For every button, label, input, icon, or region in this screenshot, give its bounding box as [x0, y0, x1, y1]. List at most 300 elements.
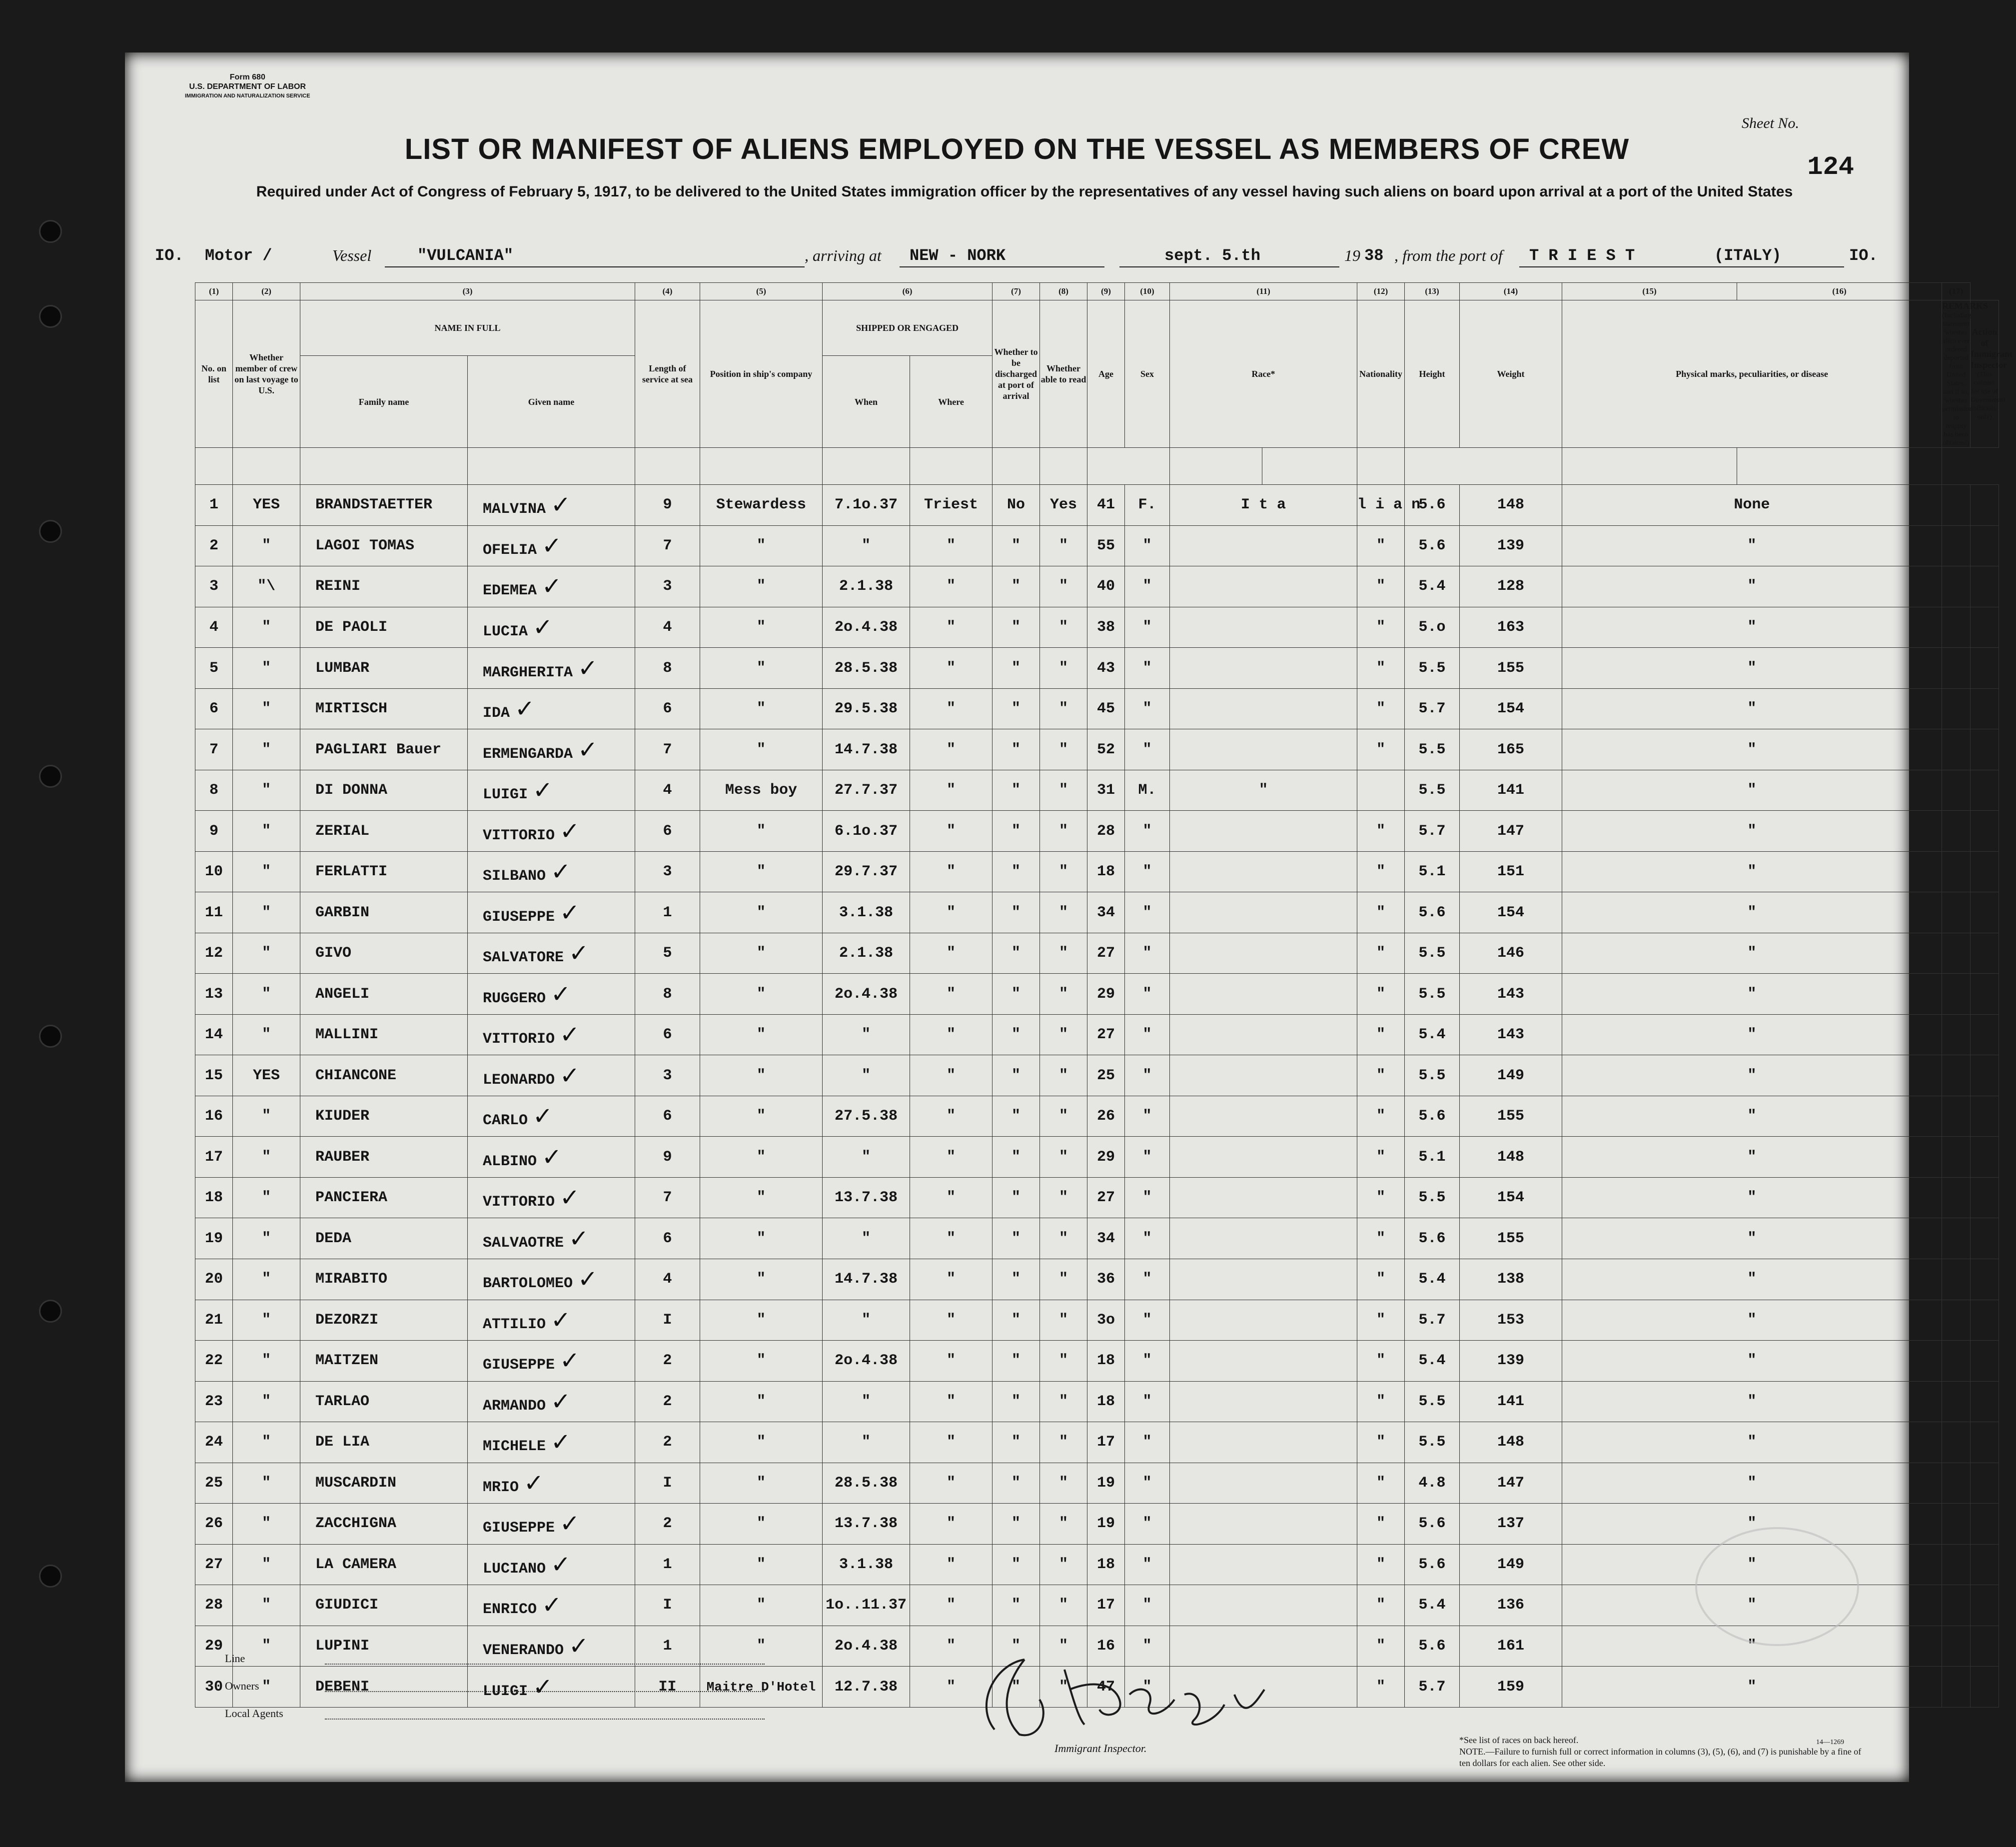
age-value: 19: [1097, 1515, 1115, 1533]
header-height: Height: [1405, 300, 1460, 448]
position-value: ": [757, 1515, 766, 1533]
when-value: 1o..11.37: [826, 1597, 907, 1614]
checkmark-icon: ✓: [560, 817, 580, 845]
service-value: 7: [663, 537, 672, 554]
cell-family: [300, 688, 468, 729]
marks-value: ": [1747, 1597, 1757, 1614]
cell-service: [635, 770, 700, 811]
where-value: ": [947, 1271, 956, 1288]
cell-race: [1170, 1014, 1357, 1055]
discharged-value: ": [1011, 1311, 1021, 1329]
cell-remarks: [1942, 1463, 1971, 1504]
cell-position: [700, 648, 823, 689]
cell-weight: [1460, 607, 1562, 648]
cell-height: [1405, 1504, 1460, 1545]
cell-action: [1971, 1585, 1999, 1626]
nationality-value: ": [1376, 1108, 1386, 1125]
sex-value: ": [1142, 1556, 1152, 1573]
cell-remarks: [1942, 1259, 1971, 1300]
cell-action: [1971, 1341, 1999, 1382]
form-number: Form 680: [229, 73, 265, 81]
last-value: ": [261, 863, 271, 881]
table-row: [195, 607, 1999, 648]
cell-when: [823, 892, 910, 933]
cell-nationality: [1357, 892, 1405, 933]
cell-given: [468, 607, 635, 648]
cell-family: [300, 770, 468, 811]
form-identifier: [185, 72, 310, 101]
nationality-value: ": [1376, 1148, 1386, 1166]
service-value: 6: [663, 1026, 672, 1044]
arrival-port: NEW - NORK: [910, 246, 1006, 265]
cell-age: [1087, 1504, 1125, 1545]
cell-position: [700, 485, 823, 526]
cell-position: [700, 892, 823, 933]
cell-when: [823, 1544, 910, 1585]
read-value: ": [1059, 1515, 1068, 1533]
cell-nationality: [1357, 1300, 1405, 1341]
cell-when: [823, 851, 910, 892]
last-value: ": [261, 782, 271, 799]
table-row: [195, 1218, 1999, 1259]
position-value: ": [757, 619, 766, 636]
when-value: ": [862, 1230, 871, 1247]
read-value: ": [1059, 904, 1068, 921]
cell-last: [233, 1381, 300, 1422]
cell-marks: [1562, 1014, 1942, 1055]
checkmark-icon: ✓: [560, 1510, 580, 1538]
header-age: Age: [1087, 300, 1125, 448]
cell-discharged: [993, 892, 1040, 933]
position-value: ": [757, 1108, 766, 1125]
cell-marks: [1562, 1096, 1942, 1137]
cell-when: [823, 811, 910, 852]
age-value: 3o: [1097, 1311, 1115, 1329]
cell-marks: [1562, 1341, 1942, 1382]
cell-where: [910, 1259, 993, 1300]
where-value: ": [947, 1597, 956, 1614]
family-value: DEDA: [315, 1230, 352, 1247]
cell-nationality: [1357, 933, 1405, 974]
height-value: 5.5: [1418, 985, 1446, 1003]
marks-value: ": [1747, 1271, 1757, 1288]
sex-value: ": [1142, 700, 1152, 718]
position-value: Mess boy: [725, 782, 798, 799]
given-value: LEONARDO: [483, 1071, 555, 1089]
last-value: ": [261, 1352, 271, 1370]
sex-value: ": [1142, 1597, 1152, 1614]
department: U.S. DEPARTMENT OF LABOR: [189, 82, 306, 91]
where-value: ": [947, 822, 956, 840]
position-value: ": [757, 1393, 766, 1410]
marks-value: ": [1747, 1556, 1757, 1573]
family-value: GIVO: [315, 945, 352, 962]
table-row: [195, 1014, 1999, 1055]
cell-read: [1040, 729, 1087, 770]
cell-action: [1971, 1463, 1999, 1504]
cell-weight: [1460, 892, 1562, 933]
cell-marks: [1562, 607, 1942, 648]
cell-remarks: [1942, 1585, 1971, 1626]
inspector-signature: [965, 1645, 1314, 1745]
last-value: ": [261, 1515, 271, 1533]
cell-action: [1971, 485, 1999, 526]
cell-family: [300, 811, 468, 852]
weight-value: 128: [1497, 578, 1525, 595]
marks-value: ": [1747, 985, 1757, 1003]
sex-value: ": [1142, 1393, 1152, 1410]
cell-race: [1170, 1137, 1357, 1178]
cell-sex: [1125, 1341, 1170, 1382]
arrival-year: 38: [1364, 246, 1384, 265]
cell-remarks: [1942, 1177, 1971, 1218]
marks-value: ": [1747, 1393, 1757, 1410]
checkmark-icon: ✓: [578, 1265, 598, 1294]
cell-given: [468, 892, 635, 933]
cell-race: [1170, 607, 1357, 648]
cell-position: [700, 1096, 823, 1137]
page-subtitle: Required under Act of Congress of February 5, 1917, to be delivered to the United States immigration officer by the representatives of any vessel having such aliens on board upon arrival at a port of the United States: [256, 183, 1793, 200]
cell-read: [1040, 770, 1087, 811]
cell-age: [1087, 1381, 1125, 1422]
table-row: [195, 1259, 1999, 1300]
nationality-value: ": [1376, 741, 1386, 758]
cell-remarks: [1942, 892, 1971, 933]
cell-where: [910, 933, 993, 974]
cell-last: [233, 1218, 300, 1259]
cell-position: [700, 525, 823, 566]
height-value: 5.7: [1418, 1678, 1446, 1696]
no-value: 23: [204, 1393, 223, 1410]
service-value: 5: [663, 945, 672, 962]
height-value: 5.4: [1418, 1597, 1446, 1614]
age-value: 34: [1097, 904, 1115, 921]
marks-value: ": [1747, 863, 1757, 881]
sex-value: ": [1142, 1148, 1152, 1166]
cell-read: [1040, 1381, 1087, 1422]
cell-discharged: [993, 851, 1040, 892]
cell-service: [635, 648, 700, 689]
cell-when: [823, 1177, 910, 1218]
marks-value: ": [1747, 1515, 1757, 1533]
cell-last: [233, 974, 300, 1015]
header-row-1: [195, 300, 1999, 356]
read-value: ": [1059, 1148, 1068, 1166]
last-value: ": [261, 945, 271, 962]
year-prefix: 19: [1344, 246, 1360, 264]
nationality-value: ": [1376, 1474, 1386, 1492]
cell-race: [1170, 892, 1357, 933]
cell-sex: [1125, 525, 1170, 566]
read-value: ": [1059, 659, 1068, 677]
cell-no: [195, 1218, 233, 1259]
cell-age: [1087, 1463, 1125, 1504]
discharged-value: ": [1011, 1230, 1021, 1247]
cell-nationality: [1357, 1259, 1405, 1300]
given-value: ENRICO: [483, 1601, 537, 1619]
table-row: [195, 1300, 1999, 1341]
checkmark-icon: ✓: [569, 939, 589, 968]
cell-sex: [1125, 851, 1170, 892]
discharged-value: ": [1011, 1189, 1021, 1207]
no-value: 20: [204, 1271, 223, 1288]
cell-where: [910, 1218, 993, 1259]
service-value: 6: [663, 1108, 672, 1125]
cell-nationality: [1357, 811, 1405, 852]
cell-when: [823, 1585, 910, 1626]
service-value: 3: [663, 863, 672, 881]
cell-weight: [1460, 1177, 1562, 1218]
nationality-value: ": [1376, 1026, 1386, 1044]
nationality-value: ": [1376, 619, 1386, 636]
cell-no: [195, 1177, 233, 1218]
nationality-value: ": [1376, 659, 1386, 677]
read-value: ": [1059, 822, 1068, 840]
cell-family: [300, 974, 468, 1015]
cell-position: [700, 811, 823, 852]
checkmark-icon: ✓: [551, 1306, 571, 1334]
cell-where: [910, 1096, 993, 1137]
cell-action: [1971, 566, 1999, 607]
weight-value: 155: [1497, 659, 1525, 677]
when-value: 2o.4.38: [835, 1352, 898, 1370]
service-value: 4: [663, 619, 672, 636]
age-value: 34: [1097, 1230, 1115, 1247]
cell-read: [1040, 1218, 1087, 1259]
cell-where: [910, 1014, 993, 1055]
cell-service: [635, 1096, 700, 1137]
cell-no: [195, 525, 233, 566]
cell-discharged: [993, 1463, 1040, 1504]
line-field: [325, 1664, 765, 1665]
cell-marks: [1562, 1259, 1942, 1300]
cell-service: [635, 892, 700, 933]
cell-given: [468, 851, 635, 892]
given-value: VITTORIO: [483, 1194, 555, 1211]
cell-nationality: [1357, 1341, 1405, 1382]
cell-family: [300, 1341, 468, 1382]
read-value: ": [1059, 741, 1068, 758]
last-value: ": [261, 741, 271, 758]
cell-sex: [1125, 811, 1170, 852]
cell-no: [195, 974, 233, 1015]
from-label: , from the port of: [1394, 246, 1503, 264]
cell-given: [468, 648, 635, 689]
agents-field: [325, 1719, 765, 1720]
given-value: GIUSEPPE: [483, 1357, 555, 1374]
position-value: ": [757, 578, 766, 595]
cell-race: [1170, 688, 1357, 729]
given-value: LUIGI: [483, 1683, 528, 1700]
cell-where: [910, 729, 993, 770]
age-value: 31: [1097, 782, 1115, 799]
discharged-value: ": [1011, 1678, 1021, 1696]
cell-discharged: [993, 566, 1040, 607]
cell-age: [1087, 566, 1125, 607]
where-value: ": [947, 1067, 956, 1084]
cell-family: [300, 525, 468, 566]
sheet-number: 124: [1807, 152, 1854, 182]
cell-race: [1170, 1504, 1357, 1545]
weight-value: 139: [1497, 1352, 1525, 1370]
marks-value: ": [1747, 659, 1757, 677]
no-value: 29: [204, 1637, 223, 1655]
no-value: 30: [204, 1678, 223, 1696]
cell-sex: [1125, 729, 1170, 770]
given-value: GIUSEPPE: [483, 908, 555, 926]
age-value: 29: [1097, 985, 1115, 1003]
cell-position: [700, 1259, 823, 1300]
cell-weight: [1460, 1137, 1562, 1178]
cell-last: [233, 1137, 300, 1178]
cell-last: [233, 648, 300, 689]
crew-manifest-table: [195, 282, 2013, 1708]
cell-no: [195, 729, 233, 770]
sex-value: ": [1142, 1230, 1152, 1247]
vessel-label: Vessel: [332, 246, 372, 264]
height-value: 5.6: [1418, 904, 1446, 921]
nationality-value: ": [1376, 985, 1386, 1003]
cell-last: [233, 1504, 300, 1545]
cell-height: [1405, 1014, 1460, 1055]
sex-value: ": [1142, 822, 1152, 840]
table-row: [195, 1055, 1999, 1096]
where-value: ": [947, 1189, 956, 1207]
cell-no: [195, 1137, 233, 1178]
height-value: 5.5: [1418, 1189, 1446, 1207]
nationality-value: ": [1376, 1515, 1386, 1533]
cell-action: [1971, 1544, 1999, 1585]
cell-weight: [1460, 1300, 1562, 1341]
cell-service: [635, 1381, 700, 1422]
nationality-value: ": [1376, 1556, 1386, 1573]
cell-where: [910, 525, 993, 566]
cell-action: [1971, 607, 1999, 648]
age-value: 47: [1097, 1678, 1115, 1696]
age-value: 18: [1097, 863, 1115, 881]
family-value: DE PAOLI: [315, 619, 388, 636]
position-value: ": [757, 537, 766, 554]
cell-given: [468, 1218, 635, 1259]
cell-height: [1405, 607, 1460, 648]
read-value: ": [1059, 1434, 1068, 1451]
colnum-11: (11): [1170, 283, 1357, 300]
cell-service: [635, 1463, 700, 1504]
weight-value: 148: [1497, 496, 1525, 514]
cell-service: [635, 525, 700, 566]
cell-action: [1971, 729, 1999, 770]
checkmark-icon: ✓: [551, 1428, 571, 1457]
height-value: 5.1: [1418, 1148, 1446, 1166]
cell-where: [910, 892, 993, 933]
height-value: 4.8: [1418, 1474, 1446, 1492]
where-value: Triest: [924, 496, 979, 514]
cell-sex: [1125, 1463, 1170, 1504]
footer-notes: [1459, 1735, 1869, 1769]
cell-race: [1170, 1544, 1357, 1585]
cell-service: [635, 1504, 700, 1545]
header-no: No. on list: [195, 300, 233, 448]
cell-discharged: [993, 525, 1040, 566]
cell-when: [823, 1218, 910, 1259]
cell-family: [300, 1463, 468, 1504]
cell-nationality: [1357, 648, 1405, 689]
cell-service: [635, 1341, 700, 1382]
cell-nationality: [1357, 1055, 1405, 1096]
family-value: MIRTISCH: [315, 700, 388, 718]
cell-age: [1087, 1544, 1125, 1585]
cell-remarks: [1942, 1667, 1971, 1708]
cell-when: [823, 1422, 910, 1463]
age-value: 26: [1097, 1108, 1115, 1125]
cell-discharged: [993, 607, 1040, 648]
colnum-6: (6): [823, 283, 993, 300]
where-value: ": [947, 1393, 956, 1410]
cell-where: [910, 688, 993, 729]
last-value: YES: [252, 496, 280, 514]
read-value: ": [1059, 1474, 1068, 1492]
read-value: ": [1059, 1067, 1068, 1084]
when-value: 14.7.38: [835, 741, 898, 758]
table-row: [195, 525, 1999, 566]
cell-remarks: [1942, 1626, 1971, 1667]
cell-weight: [1460, 811, 1562, 852]
height-value: 5.5: [1418, 659, 1446, 677]
vessel-line: [155, 241, 1884, 271]
cell-family: [300, 1504, 468, 1545]
where-value: ": [947, 1434, 956, 1451]
no-value: 22: [204, 1352, 223, 1370]
cell-discharged: [993, 811, 1040, 852]
cell-weight: [1460, 1463, 1562, 1504]
cell-service: [635, 811, 700, 852]
cell-sex: [1125, 1504, 1170, 1545]
where-value: ": [947, 863, 956, 881]
cell-marks: [1562, 811, 1942, 852]
when-value: ": [862, 1026, 871, 1044]
cell-nationality: [1357, 1137, 1405, 1178]
cell-weight: [1460, 1014, 1562, 1055]
last-value: ": [261, 1026, 271, 1044]
cell-given: [468, 1544, 635, 1585]
arriving-label: , arriving at: [805, 246, 882, 264]
cell-where: [910, 851, 993, 892]
cell-sex: [1125, 1055, 1170, 1096]
cell-where: [910, 1585, 993, 1626]
cell-no: [195, 1341, 233, 1382]
service-value: 8: [663, 985, 672, 1003]
nationality-value: ": [1376, 578, 1386, 595]
age-value: 29: [1097, 1148, 1115, 1166]
table-row: [195, 770, 1999, 811]
cell-race: [1170, 1096, 1357, 1137]
cell-last: [233, 1585, 300, 1626]
checkmark-icon: ✓: [533, 1673, 553, 1701]
cell-position: [700, 1381, 823, 1422]
cell-read: [1040, 1341, 1087, 1382]
when-value: 28.5.38: [835, 659, 898, 677]
service-value: 6: [663, 1230, 672, 1247]
cell-read: [1040, 1177, 1087, 1218]
cell-race: [1170, 1341, 1357, 1382]
cell-age: [1087, 1014, 1125, 1055]
where-value: ": [947, 1678, 956, 1696]
where-value: ": [947, 578, 956, 595]
cell-position: [700, 1504, 823, 1545]
official-stamp: [1695, 1527, 1859, 1646]
where-value: ": [947, 741, 956, 758]
position-value: ": [757, 1637, 766, 1655]
